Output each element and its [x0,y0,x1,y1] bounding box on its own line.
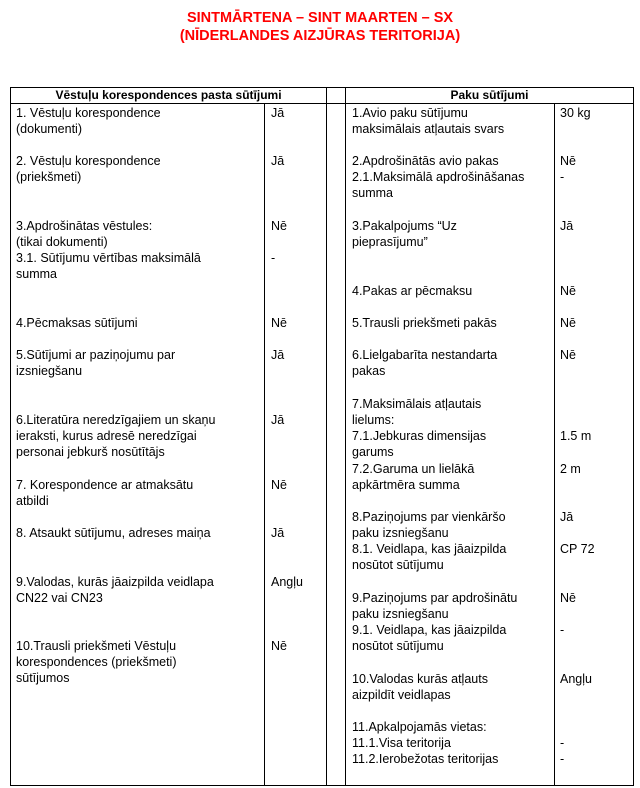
table-left-border [10,87,11,786]
table-bottom-border [10,785,634,786]
left-row-value: Nē [271,639,287,653]
right-row-label: 1.Avio paku sūtījumu maksimālais atļautais svars [352,106,505,136]
right-row-label: 11.2.Ierobežotas teritorijas [352,752,499,766]
left-row-value: Nē [271,316,287,330]
table-right-border [633,87,634,786]
right-row-label: 8.1. Veidlapa, kas jāaizpilda nosūtot sūtījumu [352,542,507,572]
page-title-line-2: (NĪDERLANDES AIZJŪRAS TERITORIJA) [179,28,461,44]
right-row-value: 30 kg [560,106,591,120]
left-row-value: - [271,251,276,265]
right-row-value: Nē [560,154,576,168]
right-row-value: Nē [560,316,576,330]
left-value-divider [264,103,265,786]
right-row-value: 1.5 m [560,429,592,443]
page-title-line-1: SINTMĀRTENA – SINT MAARTEN – SX [186,10,454,26]
right-row-label: 3.Pakalpojums “Uz pieprasījumu” [352,219,457,249]
left-row-label: 2. Vēstuļu korespondence (priekšmeti) [16,154,161,184]
right-row-label: 9.Paziņojums par apdrošinātu paku izsniegšanu [352,591,518,621]
left-row-value: Jā [271,154,285,168]
center-divider-2 [345,87,346,786]
right-row-label: 5.Trausli priekšmeti pakās [352,316,497,330]
right-row-label: 9.1. Veidlapa, kas jāaizpilda nosūtot sūtījumu [352,623,507,653]
right-row-label: 7.Maksimālais atļautais lielums: [352,397,482,427]
right-column-header: Paku sūtījumi [450,88,529,102]
right-row-value: Nē [560,348,576,362]
left-row-value: Jā [271,526,285,540]
left-column-header: Vēstuļu korespondences pasta sūtījumi [55,88,282,102]
right-row-label: 10.Valodas kurās atļauts aizpildīt veidlapas [352,672,488,702]
right-row-label: 2.Apdrošinātās avio pakas [352,154,499,168]
left-row-value: Angļu [271,575,303,589]
right-row-label: 2.1.Maksimālā apdrošināšanas summa [352,170,525,200]
right-row-value: - [560,736,565,750]
right-row-label: 4.Pakas ar pēcmaksu [352,284,473,298]
right-row-value: CP 72 [560,542,595,556]
right-row-value: Nē [560,591,576,605]
right-row-value: - [560,170,565,184]
left-row-value: Jā [271,106,285,120]
left-row-value: Nē [271,478,287,492]
left-row-label: 3.Apdrošinātas vēstules: (tikai dokumenti) [16,219,153,249]
right-value-divider [554,103,555,786]
left-row-label: 9.Valodas, kurās jāaizpilda veidlapa CN22 vai CN23 [16,575,214,605]
right-row-value: - [560,752,565,766]
right-row-value: Nē [560,284,576,298]
right-row-label: 11.1.Visa teritorija [352,736,451,750]
left-row-label: 7. Korespondence ar atmaksātu atbildi [16,478,194,508]
right-row-label: 6.Lielgabarīta nestandarta pakas [352,348,498,378]
right-row-value: 2 m [560,462,581,476]
right-row-value: Jā [560,510,574,524]
table-header-divider [10,103,634,104]
left-row-value: Jā [271,348,285,362]
right-row-label: 7.1.Jebkuras dimensijas garums [352,429,487,459]
left-row-label: 10.Trausli priekšmeti Vēstuļu korespondences (priekšmeti) sūtījumos [16,639,177,685]
left-row-value: Jā [271,413,285,427]
right-row-value: - [560,623,565,637]
left-row-label: 5.Sūtījumi ar paziņojumu par izsniegšanu [16,348,176,378]
center-divider [326,87,327,786]
left-row-label: 1. Vēstuļu korespondence (dokumenti) [16,106,161,136]
right-row-label: 8.Paziņojums par vienkāršo paku izsniegšanu [352,510,506,540]
right-row-value: Angļu [560,672,592,686]
left-row-label: 4.Pēcmaksas sūtījumi [16,316,138,330]
left-row-value: Nē [271,219,287,233]
left-row-label: 6.Literatūra neredzīgajiem un skaņu ieraksti, kurus adresē neredzīgai personai jebkurš nosūtītājs [16,413,216,459]
right-row-label: 7.2.Garuma un lielākā apkārtmēra summa [352,462,475,492]
right-row-value: Jā [560,219,574,233]
left-row-label: 8. Atsaukt sūtījumu, adreses maiņa [16,526,211,540]
right-row-label: 11.Apkalpojamās vietas: [352,720,487,734]
left-row-label: 3.1. Sūtījumu vērtības maksimālā summa [16,251,201,281]
